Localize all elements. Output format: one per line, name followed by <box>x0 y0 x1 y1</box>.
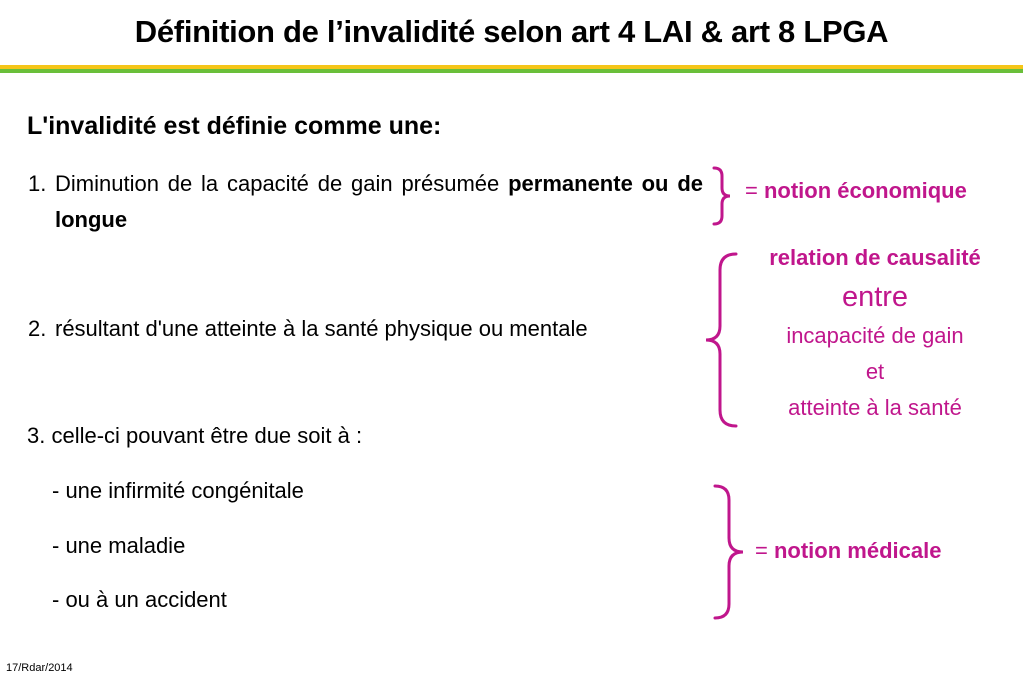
footer-date: 17/Rdar/2014 <box>6 662 73 674</box>
curly-brace-icon <box>705 482 750 624</box>
causality-line-1: incapacité de gain <box>786 323 964 348</box>
list-number: 1. <box>28 171 47 196</box>
sub-item: - une maladie <box>52 533 186 558</box>
title-rule-green <box>0 69 1023 73</box>
medical-notion-label <box>755 538 941 564</box>
equals-sign: = <box>755 538 774 563</box>
list-number: 2. <box>28 316 47 341</box>
sub-item: - une infirmité congénitale <box>52 478 304 503</box>
causality-block <box>740 240 1010 426</box>
medical-notion-text: notion médicale <box>773 538 942 563</box>
list-item-text-bold: permanente ou de longue <box>55 171 703 232</box>
list-item-text <box>55 166 703 238</box>
economic-notion-label <box>745 178 967 204</box>
list-item-3: 3. celle-ci pouvant être due soit à : <box>27 423 363 448</box>
list-item-1 <box>28 166 703 238</box>
list-item-2 <box>28 311 703 347</box>
list-item-text: résultant d'une atteinte à la santé physique ou mentale <box>55 316 588 341</box>
list-item-text-regular: Diminution de la capacité de gain présumée <box>55 171 509 196</box>
causality-entre: entre <box>841 281 909 313</box>
page-title: Définition de l’invalidité selon art 4 LAI & art 8 LPGA <box>134 14 889 49</box>
economic-notion-text: notion économique <box>763 178 967 203</box>
causality-title: relation de causalité <box>769 245 981 270</box>
causality-et: et <box>865 359 885 384</box>
causality-line-2: atteinte à la santé <box>788 395 962 420</box>
equals-sign: = <box>745 178 764 203</box>
curly-brace-icon <box>700 160 740 232</box>
sub-item: - ou à un accident <box>52 587 227 612</box>
section-heading: L'invalidité est définie comme une: <box>27 112 442 140</box>
